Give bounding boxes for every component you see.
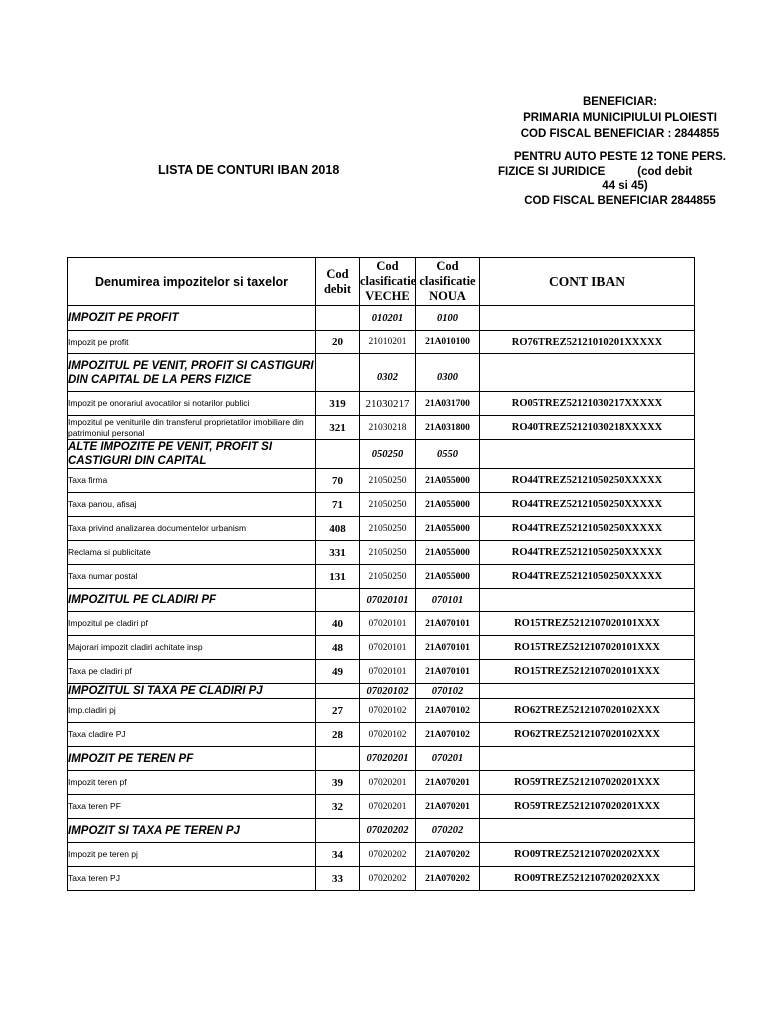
table-row [68, 331, 695, 354]
iban-table-body [68, 306, 695, 891]
section-name: IMPOZIT SI TAXA PE TEREN PJ [68, 819, 316, 843]
header-cod-noua-line3: NOUA [429, 289, 466, 303]
section-cod-veche: 010201 [360, 306, 416, 331]
cod-veche: 21010201 [360, 331, 416, 354]
cod-noua: 21A070101 [416, 612, 480, 636]
section-cod-noua: 070201 [416, 747, 480, 771]
cod-noua: 21A055000 [416, 493, 480, 517]
header-cont-iban: CONT IBAN [480, 258, 695, 306]
section-iban-cell [480, 819, 695, 843]
tax-name: Impozit pe teren pj [68, 843, 316, 867]
cod-noua: 21A070201 [416, 771, 480, 795]
section-debit-cell [316, 819, 360, 843]
tax-name: Imp.cladiri pj [68, 699, 316, 723]
table-row [68, 392, 695, 416]
cont-iban: RO59TREZ5212107020201XXX [480, 771, 695, 795]
cod-veche: 07020101 [360, 660, 416, 684]
cod-debit: 408 [316, 517, 360, 541]
cod-noua: 21A070102 [416, 699, 480, 723]
cod-noua: 21A055000 [416, 565, 480, 589]
auto-tax-note [470, 150, 768, 208]
section-iban-cell [480, 747, 695, 771]
cod-veche: 07020202 [360, 867, 416, 891]
section-iban-cell [480, 684, 695, 699]
cod-veche: 07020102 [360, 699, 416, 723]
header-cod-noua [416, 258, 480, 306]
auto-tax-line-2: FIZICE SI JURIDICE (cod debit [498, 165, 693, 178]
section-cod-noua: 0300 [416, 354, 480, 392]
cod-noua: 21A070102 [416, 723, 480, 747]
section-cod-veche: 050250 [360, 440, 416, 469]
table-row [68, 416, 695, 440]
auto-tax-fiscal-code: COD FISCAL BENEFICIAR 2844855 [524, 194, 716, 207]
table-row [68, 723, 695, 747]
tax-name: Taxa privind analizarea documentelor urbanism [68, 517, 316, 541]
cod-debit: 34 [316, 843, 360, 867]
cod-veche: 07020201 [360, 795, 416, 819]
cod-debit: 40 [316, 612, 360, 636]
cont-iban: RO44TREZ52121050250XXXXX [480, 565, 695, 589]
cod-veche: 07020202 [360, 843, 416, 867]
cont-iban: RO76TREZ52121010201XXXXX [480, 331, 695, 354]
cod-debit: 28 [316, 723, 360, 747]
section-name: IMPOZITUL PE VENIT, PROFIT SI CASTIGURI DIN CAPITAL DE LA PERS FIZICE [68, 354, 316, 392]
section-cod-noua: 070102 [416, 684, 480, 699]
section-cod-noua: 070202 [416, 819, 480, 843]
tax-name: Majorari impozit cladiri achitate insp [68, 636, 316, 660]
table-row [68, 469, 695, 493]
cod-noua: 21A010100 [416, 331, 480, 354]
tax-name: Taxa pe cladiri pf [68, 660, 316, 684]
cod-debit: 49 [316, 660, 360, 684]
cont-iban: RO15TREZ5212107020101XXX [480, 660, 695, 684]
section-name: IMPOZIT PE PROFIT [68, 306, 316, 331]
cont-iban: RO09TREZ5212107020202XXX [480, 843, 695, 867]
document-title: LISTA DE CONTURI IBAN 2018 [158, 163, 340, 177]
beneficiary-label: BENEFICIAR: [582, 96, 658, 108]
cod-veche: 07020101 [360, 636, 416, 660]
cod-veche: 21030217 [360, 392, 416, 416]
beneficiary-block [470, 94, 768, 142]
cod-noua: 21A070202 [416, 843, 480, 867]
section-debit-cell [316, 440, 360, 469]
cont-iban: RO44TREZ52121050250XXXXX [480, 541, 695, 565]
section-iban-cell [480, 354, 695, 392]
cod-debit: 319 [316, 392, 360, 416]
section-name: IMPOZITUL SI TAXA PE CLADIRI PJ [68, 684, 316, 699]
section-name: IMPOZIT PE TEREN PF [68, 747, 316, 771]
section-iban-cell [480, 440, 695, 469]
tax-name: Taxa panou, afisaj [68, 493, 316, 517]
cod-debit: 20 [316, 331, 360, 354]
cod-debit: 331 [316, 541, 360, 565]
section-cod-veche: 07020202 [360, 819, 416, 843]
cod-veche: 21050250 [360, 493, 416, 517]
table-row [68, 699, 695, 723]
table-row [68, 795, 695, 819]
section-row [68, 440, 695, 469]
tax-name: Taxa numar postal [68, 565, 316, 589]
table-row [68, 660, 695, 684]
section-row [68, 589, 695, 612]
auto-tax-line-3: 44 si 45) [602, 180, 648, 192]
section-cod-noua: 0550 [416, 440, 480, 469]
section-cod-veche: 07020102 [360, 684, 416, 699]
cod-noua: 21A070201 [416, 795, 480, 819]
cod-veche: 07020101 [360, 612, 416, 636]
header-cod-debit-line1: Cod [326, 266, 349, 281]
tax-name: Taxa cladire PJ [68, 723, 316, 747]
cod-debit: 32 [316, 795, 360, 819]
cont-iban: RO62TREZ5212107020102XXX [480, 699, 695, 723]
section-cod-noua: 070101 [416, 589, 480, 612]
section-row [68, 306, 695, 331]
cod-noua: 21A070101 [416, 660, 480, 684]
iban-table [67, 257, 695, 891]
header-cod-debit-line2: debit [323, 281, 352, 296]
cod-noua: 21A055000 [416, 469, 480, 493]
cod-veche: 21050250 [360, 541, 416, 565]
section-iban-cell [480, 306, 695, 331]
section-row [68, 684, 695, 699]
cont-iban: RO59TREZ5212107020201XXX [480, 795, 695, 819]
cod-veche: 07020201 [360, 771, 416, 795]
tax-name: Impozitul pe cladiri pf [68, 612, 316, 636]
cod-debit: 71 [316, 493, 360, 517]
header-cod-veche-line2: clasificatie [360, 274, 417, 288]
section-debit-cell [316, 306, 360, 331]
cod-noua: 21A031700 [416, 392, 480, 416]
tax-name: Impozit pe onorariul avocatilor si notarilor publici [68, 392, 316, 416]
cod-veche: 21050250 [360, 517, 416, 541]
cont-iban: RO44TREZ52121050250XXXXX [480, 469, 695, 493]
cod-veche: 21050250 [360, 565, 416, 589]
cod-debit: 27 [316, 699, 360, 723]
section-row [68, 354, 695, 392]
section-debit-cell [316, 747, 360, 771]
header-cod-veche [360, 258, 416, 306]
section-debit-cell [316, 354, 360, 392]
tax-name: Reclama si publicitate [68, 541, 316, 565]
cont-iban: RO05TREZ52121030217XXXXX [480, 392, 695, 416]
tax-name: Taxa teren PJ [68, 867, 316, 891]
section-name: IMPOZITUL PE CLADIRI PF [68, 589, 316, 612]
table-row [68, 867, 695, 891]
table-row [68, 493, 695, 517]
header-tax-name: Denumirea impozitelor si taxelor [68, 258, 316, 306]
section-cod-veche: 07020101 [360, 589, 416, 612]
header-cod-veche-line1: Cod [376, 259, 399, 273]
cod-veche: 21050250 [360, 469, 416, 493]
header-cod-noua-line1: Cod [436, 259, 459, 273]
section-row [68, 747, 695, 771]
table-row [68, 565, 695, 589]
table-row [68, 843, 695, 867]
cod-noua: 21A055000 [416, 541, 480, 565]
cod-noua: 21A055000 [416, 517, 480, 541]
table-row [68, 541, 695, 565]
cod-noua: 21A070202 [416, 867, 480, 891]
tax-name: Taxa teren PF [68, 795, 316, 819]
cod-debit: 39 [316, 771, 360, 795]
cont-iban: RO40TREZ52121030218XXXXX [480, 416, 695, 440]
tax-name: Taxa firma [68, 469, 316, 493]
tax-name: Impozit pe profit [68, 331, 316, 354]
cont-iban: RO62TREZ5212107020102XXX [480, 723, 695, 747]
section-cod-veche: 07020201 [360, 747, 416, 771]
cont-iban: RO15TREZ5212107020101XXX [480, 612, 695, 636]
cod-debit: 131 [316, 565, 360, 589]
section-iban-cell [480, 589, 695, 612]
cont-iban: RO44TREZ52121050250XXXXX [480, 517, 695, 541]
cod-veche: 21030218 [360, 416, 416, 440]
cod-debit: 48 [316, 636, 360, 660]
auto-tax-line-1: PENTRU AUTO PESTE 12 TONE PERS. [514, 151, 726, 163]
table-row [68, 612, 695, 636]
header-cod-debit [316, 258, 360, 306]
cod-debit: 321 [316, 416, 360, 440]
header-cod-veche-line3: VECHE [365, 289, 410, 303]
section-debit-cell [316, 589, 360, 612]
cod-debit: 33 [316, 867, 360, 891]
section-name: ALTE IMPOZITE PE VENIT, PROFIT SI CASTIGURI DIN CAPITAL [68, 440, 316, 469]
cod-noua: 21A031800 [416, 416, 480, 440]
section-cod-noua: 0100 [416, 306, 480, 331]
table-header-row [68, 258, 695, 306]
table-row [68, 636, 695, 660]
cod-debit: 70 [316, 469, 360, 493]
section-debit-cell [316, 684, 360, 699]
tax-name: Impozitul pe veniturile din transferul proprietatilor imobiliare din patrimoniul personal [68, 416, 316, 440]
table-row [68, 517, 695, 541]
header-cod-noua-line2: clasificatie [419, 274, 476, 288]
table-row [68, 771, 695, 795]
section-row [68, 819, 695, 843]
cont-iban: RO15TREZ5212107020101XXX [480, 636, 695, 660]
tax-name: Impozit teren pf [68, 771, 316, 795]
cont-iban: RO09TREZ5212107020202XXX [480, 867, 695, 891]
cod-noua: 21A070101 [416, 636, 480, 660]
section-cod-veche: 0302 [360, 354, 416, 392]
cont-iban: RO44TREZ52121050250XXXXX [480, 493, 695, 517]
beneficiary-fiscal-code: COD FISCAL BENEFICIAR : 2844855 [520, 128, 720, 140]
beneficiary-name: PRIMARIA MUNICIPIULUI PLOIESTI [523, 112, 717, 124]
cod-veche: 07020102 [360, 723, 416, 747]
